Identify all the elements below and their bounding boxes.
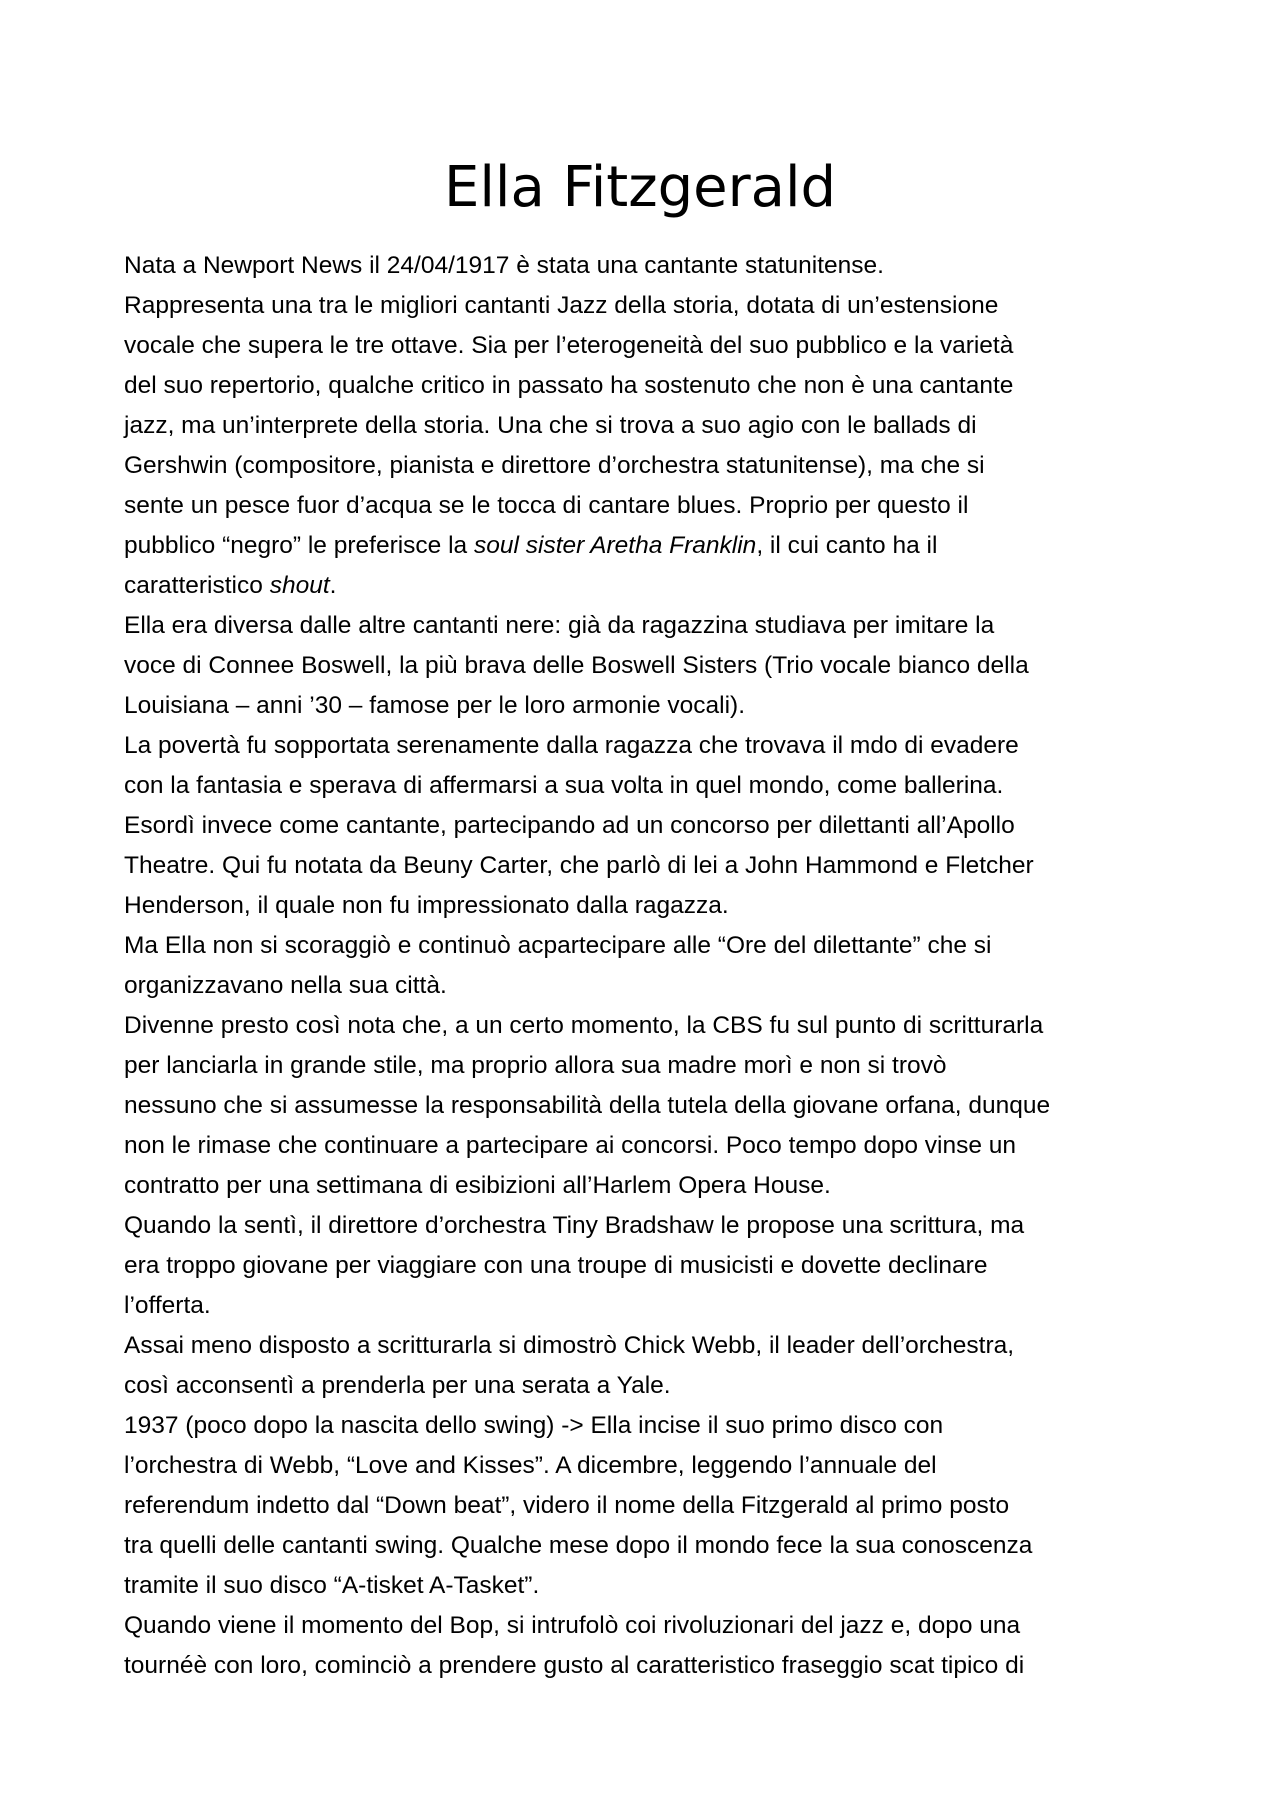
text-line: così acconsentì a prenderla per una serata a Yale. [124, 1372, 671, 1399]
text-segment: , il cui canto ha il [756, 532, 938, 559]
text-line: tramite il suo disco “A-tisket A-Tasket”. [124, 1572, 540, 1599]
text-line: Esordì invece come cantante, partecipando ad un concorso per dilettanti all’Apollo [124, 812, 1015, 839]
text-line: Divenne presto così nota che, a un certo momento, la CBS fu sul punto di scritturarla [124, 1012, 1044, 1039]
text-line [124, 526, 1184, 566]
italic-segment: shout [269, 572, 330, 599]
text-segment: . [329, 572, 337, 599]
text-line: Gershwin (compositore, pianista e direttore d’orchestra statunitense), ma che si [124, 452, 985, 479]
text-line: del suo repertorio, qualche critico in passato ha sostenuto che non è una cantante [124, 372, 1014, 399]
text-line: nessuno che si assumesse la responsabilità della tutela della giovane orfana, dunque [124, 1092, 1051, 1119]
text-line [124, 566, 1184, 606]
text-line: tra quelli delle cantanti swing. Qualche mese dopo il mondo fece la sua conoscenza [124, 1532, 1033, 1559]
text-line: jazz, ma un’interprete della storia. Una che si trova a suo agio con le ballads di [124, 412, 977, 439]
text-line: era troppo giovane per viaggiare con una troupe di musicisti e dovette declinare [124, 1252, 988, 1279]
text-line: per lanciarla in grande stile, ma proprio allora sua madre morì e non si trovò [124, 1052, 947, 1079]
text-line: La povertà fu sopportata serenamente dalla ragazza che trovava il mdo di evadere [124, 732, 1019, 759]
text-line: Henderson, il quale non fu impressionato dalla ragazza. [124, 892, 729, 919]
text-line: Louisiana – anni ’30 – famose per le loro armonie vocali). [124, 692, 746, 719]
text-segment: pubblico “negro” le preferisce la [124, 532, 474, 559]
text-line: Assai meno disposto a scritturarla si dimostrò Chick Webb, il leader dell’orchestra, [124, 1332, 1015, 1359]
text-line: 1937 (poco dopo la nascita dello swing) -> Ella incise il suo primo disco con [124, 1412, 944, 1439]
text-line: Rappresenta una tra le migliori cantanti Jazz della storia, dotata di un’estensione [124, 292, 999, 319]
text-line: con la fantasia e sperava di affermarsi a sua volta in quel mondo, come ballerina. [124, 772, 1004, 799]
text-line: tournéè con loro, cominciò a prendere gusto al caratteristico fraseggio scat tipico di [124, 1652, 1025, 1679]
text-line: referendum indetto dal “Down beat”, videro il nome della Fitzgerald al primo posto [124, 1492, 1010, 1519]
text-line: Quando la sentì, il direttore d’orchestra Tiny Bradshaw le propose una scrittura, ma [124, 1212, 1025, 1239]
text-line: sente un pesce fuor d’acqua se le tocca di cantare blues. Proprio per questo il [124, 492, 969, 519]
document-title: Ella Fitzgerald [443, 155, 837, 220]
text-line: voce di Connee Boswell, la più brava delle Boswell Sisters (Trio vocale bianco della [124, 652, 1029, 679]
text-line: Ma Ella non si scoraggiò e continuò acpartecipare alle “Ore del dilettante” che si [124, 932, 992, 959]
italic-segment: soul sister Aretha Franklin [474, 532, 757, 559]
text-segment: caratteristico [124, 572, 270, 599]
document-body [124, 246, 1184, 1686]
text-line: Nata a Newport News il 24/04/1917 è stata una cantante statunitense. [124, 252, 884, 279]
text-line: l’offerta. [124, 1292, 211, 1319]
text-line: vocale che supera le tre ottave. Sia per l’eterogeneità del suo pubblico e la varietà [124, 332, 1014, 359]
text-line: Quando viene il momento del Bop, si intrufolò coi rivoluzionari del jazz e, dopo una [124, 1612, 1021, 1639]
text-line: organizzavano nella sua città. [124, 972, 447, 999]
text-line: non le rimase che continuare a partecipare ai concorsi. Poco tempo dopo vinse un [124, 1132, 1017, 1159]
text-line: Ella era diversa dalle altre cantanti nere: già da ragazzina studiava per imitare la [124, 612, 995, 639]
text-line: Theatre. Qui fu notata da Beuny Carter, che parlò di lei a John Hammond e Fletcher [124, 852, 1034, 879]
text-line: l’orchestra di Webb, “Love and Kisses”. A dicembre, leggendo l’annuale del [124, 1452, 937, 1479]
text-line: contratto per una settimana di esibizioni all’Harlem Opera House. [124, 1172, 831, 1199]
